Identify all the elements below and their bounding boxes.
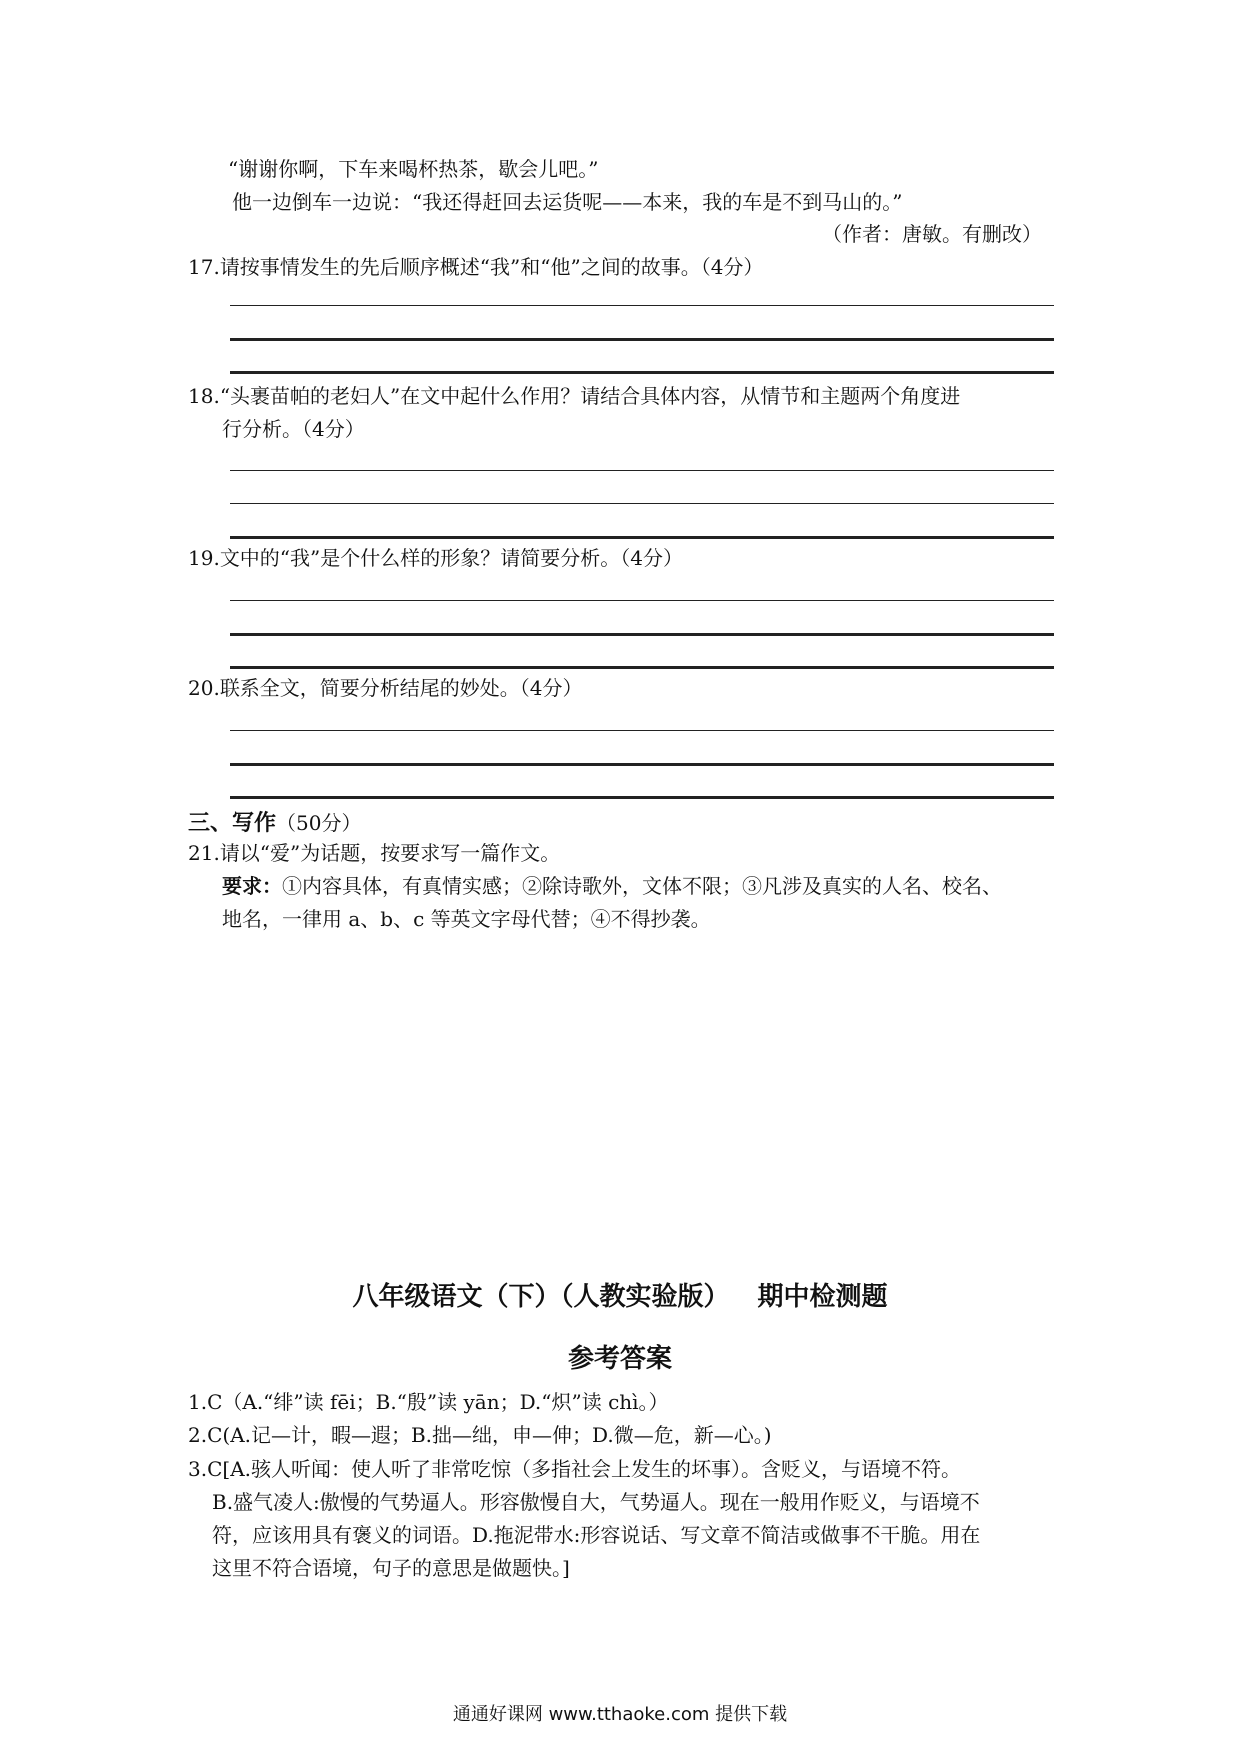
title-text: 期中检测题	[757, 1282, 888, 1312]
passage-line: 他一边倒车一边说：“我还得赶回去运货呢——本来，我的车是不到马山的。”	[232, 190, 903, 214]
question-21	[188, 840, 560, 866]
section-points: （50分）	[276, 811, 362, 835]
answer-key-subtitle: 参考答案	[567, 1344, 672, 1374]
passage-line: “谢谢你啊，下车来喝杯热茶，歇会儿吧。”	[228, 157, 599, 181]
answer-line	[230, 666, 1054, 669]
answer-line	[230, 338, 1054, 341]
answer-item-continued: B.盛气凌人:傲慢的气势逼人。形容傲慢自大，气势逼人。现在一般用作贬义，与语境不	[212, 1490, 980, 1514]
question-text: 请按事情发生的先后顺序概述“我”和“他”之间的故事。（4分）	[219, 255, 764, 279]
answer-line	[230, 305, 1054, 306]
question-19	[188, 545, 683, 571]
question-text: 联系全文，简要分析结尾的妙处。（4分）	[219, 676, 583, 700]
question-number: 17.	[188, 255, 220, 279]
page-footer: 通通好课网 www.tthaoke.com 提供下载	[452, 1704, 788, 1725]
question-text: 文中的“我”是个什么样的形象？请简要分析。（4分）	[219, 546, 683, 570]
question-number: 21.	[188, 841, 220, 865]
answer-item-continued: 符，应该用具有褒义的词语。D.拖泥带水:形容说话、写文章不简洁或做事不干脆。用在	[212, 1523, 981, 1547]
answer-line	[230, 796, 1054, 799]
answer-line	[230, 763, 1054, 766]
requirement-line: 地名，一律用 a、b、c 等英文字母代替；④不得抄袭。	[222, 907, 711, 931]
question-17	[188, 254, 763, 280]
answer-item: 3.C[A.骇人听闻：使人听了非常吃惊（多指社会上发生的坏事）。含贬义，与语境不符。	[188, 1457, 961, 1481]
question-number: 20.	[188, 676, 220, 700]
answer-line	[230, 730, 1054, 731]
question-text: 请以“爱”为话题，按要求写一篇作文。	[219, 841, 561, 865]
passage-attribution: （作者：唐敏。有删改）	[822, 222, 1042, 246]
question-text: “头裹苗帕的老妇人”在文中起什么作用？请结合具体内容，从情节和主题两个角度进	[219, 384, 961, 408]
title-text: 八年级语文（下）（人教实验版）	[352, 1282, 730, 1312]
answer-item: 1.C（A.“绯”读 fēi；B.“殷”读 yān；D.“炽”读 chì。）	[188, 1390, 669, 1414]
answer-line	[230, 600, 1054, 601]
question-text-continued: 行分析。（4分）	[222, 417, 365, 441]
answer-line	[230, 503, 1054, 504]
question-18	[188, 383, 960, 409]
answer-item: 2.C(A.记—计，暇—遐；B.拙—绌，申—伸；D.微—危，新—心。)	[188, 1423, 772, 1447]
section-title: 三、写作	[188, 811, 277, 836]
question-number: 18.	[188, 384, 220, 408]
requirement-line	[222, 873, 1002, 899]
answer-line	[230, 371, 1054, 374]
answer-line	[230, 536, 1054, 539]
section-heading	[188, 806, 361, 837]
question-20	[188, 675, 583, 701]
answer-item-continued: 这里不符合语境，句子的意思是做题快。]	[212, 1556, 570, 1580]
answer-line	[230, 633, 1054, 636]
question-number: 19.	[188, 546, 220, 570]
answer-key-title	[0, 1276, 1240, 1313]
requirement-label: 要求：	[222, 874, 282, 898]
requirement-text: ①内容具体，有真情实感；②除诗歌外，文体不限；③凡涉及真实的人名、校名、	[282, 874, 1002, 898]
answer-line	[230, 470, 1054, 471]
